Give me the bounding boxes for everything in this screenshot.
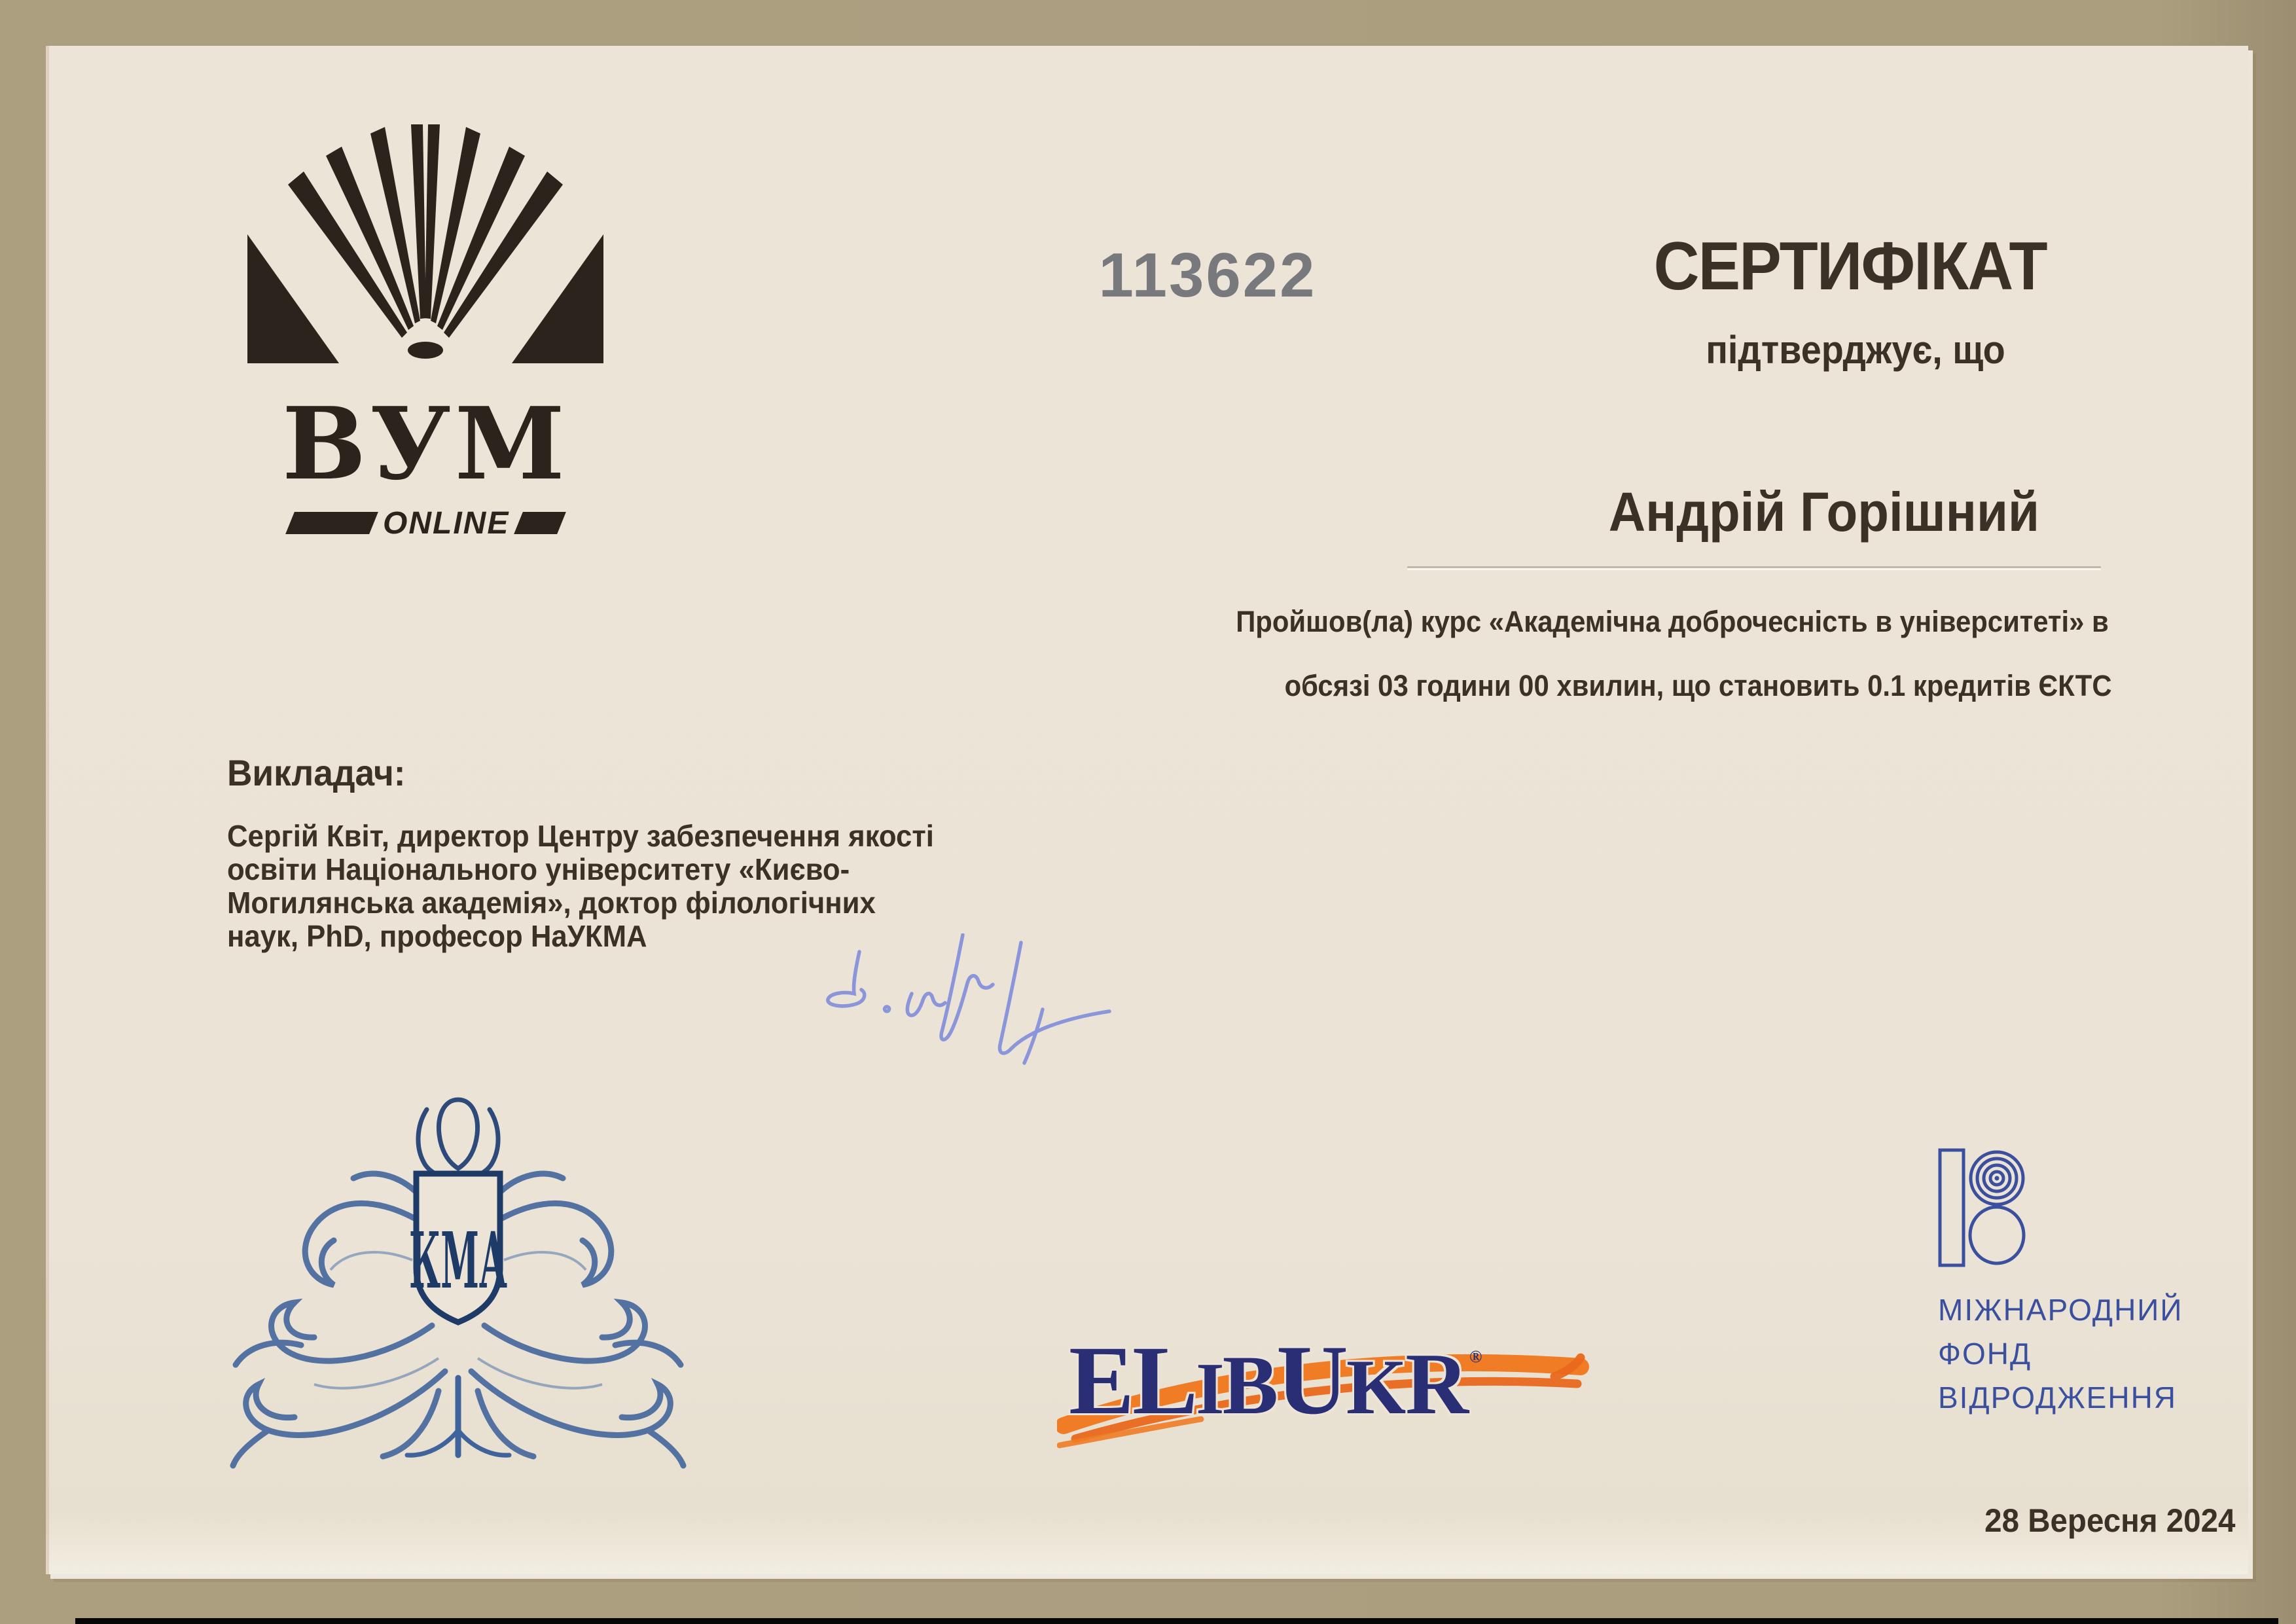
elibukr-letter: B — [1222, 1339, 1279, 1432]
vum-wordmark: ВУМ — [281, 385, 569, 502]
elibukr-letter: I — [1196, 1348, 1225, 1430]
teacher-line — [227, 853, 1104, 886]
irf-logo-icon — [1938, 1148, 2026, 1269]
teacher-line3-text: Могилянська академія», доктор філологічних — [227, 886, 876, 920]
irf-line1: МІЖНАРОДНИЙ — [1938, 1293, 2183, 1327]
irf-line3: ВІДРОДЖЕННЯ — [1938, 1380, 2178, 1415]
elibukr-letter: R — [1405, 1335, 1469, 1432]
elibukr-letter: U — [1276, 1325, 1348, 1435]
name-underline — [1407, 566, 2101, 570]
recipient-name — [1497, 480, 2151, 544]
course-line2-text: обсязі 03 години 00 хвилин, що становить 0.1 кредитів ЄКТС — [1284, 669, 2112, 702]
elibukr-letter: K — [1346, 1343, 1408, 1430]
registered-trademark-icon: ® — [1469, 1347, 1482, 1366]
scan-artifact-bar — [75, 1618, 2278, 1624]
teacher-label-text: Викладач: — [227, 752, 406, 793]
banner-bar-left — [285, 512, 378, 534]
teacher-line — [227, 886, 1104, 920]
vum-online-banner — [290, 504, 571, 542]
course-line1-text: Пройшов(ла) курс «Академічна доброчесність в університеті» в — [1236, 605, 2109, 638]
irf-logo-text — [1938, 1288, 2183, 1420]
banner-bar-right — [514, 512, 566, 534]
certificate-subtitle-text: підтверджує, що — [1706, 328, 2005, 372]
certificate-title — [1523, 228, 2178, 306]
elibukr-letter: L — [1132, 1326, 1198, 1435]
course-description-line2 — [1149, 669, 2248, 703]
open-book-icon — [242, 124, 609, 367]
elibukr-wordmark — [1069, 1314, 1592, 1445]
recipient-name-text: Андрій Горішний — [1608, 481, 2040, 543]
naukma-emblem-icon — [223, 1064, 694, 1470]
issue-date-text: 28 Вересня 2024 — [1984, 1502, 2235, 1539]
naukma-monogram: КМА — [409, 1215, 507, 1306]
certificate-title-text: СЕРТИФІКАТ — [1653, 228, 2047, 304]
elibukr-letter: E — [1069, 1326, 1135, 1435]
course-description-line1 — [1122, 605, 2222, 639]
irf-line2: ФОНД — [1938, 1337, 2032, 1371]
teacher-line4-text: наук, PhD, професор НаУКМА — [227, 919, 647, 953]
signature-icon — [821, 933, 1129, 1071]
issue-date — [1960, 1502, 2235, 1540]
elibukr-logo — [1057, 1314, 1594, 1452]
teacher-line2-text: освіти Національного університету «Києво- — [227, 852, 850, 886]
certificate-subtitle — [1528, 327, 2183, 372]
trident-icon — [418, 1100, 498, 1176]
teacher-line1-text: Сергій Квіт, директор Центру забезпечення якості — [227, 819, 934, 853]
teacher-line — [227, 820, 1104, 853]
certificate-number: 113622 — [1098, 240, 1317, 310]
vum-tagline: ONLINE — [383, 505, 510, 541]
teacher-label — [227, 751, 415, 794]
certificate-paper — [46, 46, 2248, 1574]
